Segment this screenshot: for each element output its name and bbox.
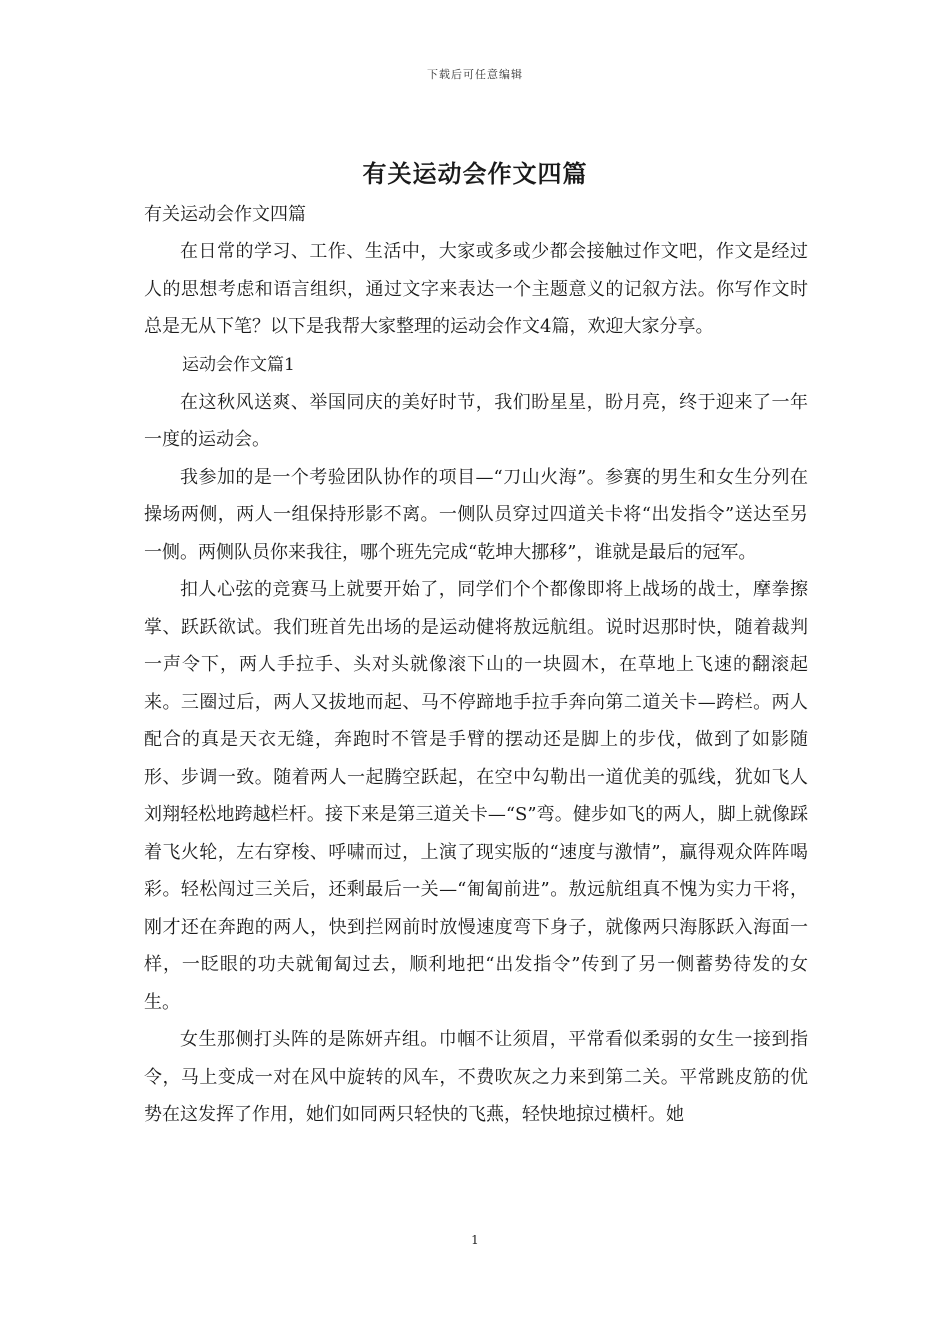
page-number: 1: [471, 1233, 479, 1247]
body-paragraph: 我参加的是一个考验团队协作的项目—“刀山火海”。参赛的男生和女生分列在操场两侧，两人一组保持形影不离。一侧队员穿过四道关卡将“出发指令”送达至另一侧。两侧队员你来我往，哪个班先完成“乾坤大挪移”，谁就是最后的冠军。: [144, 466, 808, 563]
body-paragraph: 扣人心弦的竞赛马上就要开始了，同学们个个都像即将上战场的战士，摩拳擦掌、跃跃欲试。我们班首先出场的是运动健将敖远航组。说时迟那时快，随着裁判一声令下，两人手拉手、头对头就像滚下山的一块圆木，在草地上飞速的翻滚起来。三圈过后，两人又拔地而起、马不停蹄地手拉手奔向第二道关卡—跨栏。两人配合的真是天衣无缝，奔跑时不管是手臂的摆动还是脚上的步伐，做到了如影随形、步调一致。随着两人一起腾空跃起，在空中勾勒出一道优美的弧线，犹如飞人刘翔轻松地跨越栏杆。接下来是第三道关卡—“S”弯。健步如飞的两人，脚上就像踩着飞火轮，左右穿梭、呼啸而过，上演了现实版的“速度与激情”，赢得观众阵阵喝彩。轻松闯过三关后，还剩最后一关—“匍匐前进”。敖远航组真不愧为实力干将，刚才还在奔跑的两人，快到拦网前时放慢速度弯下身子，就像两只海豚跃入海面一样，一眨眼的功夫就匍匐过去，顺利地把“出发指令”传到了另一侧蓄势待发的女生。: [144, 579, 808, 1013]
header-note: 下载后可任意编辑: [427, 68, 523, 81]
document-body: [144, 196, 808, 1134]
intro-paragraph: 在日常的学习、工作、生活中，大家或多或少都会接触过作文吧，作文是经过人的思想考虑和语言组织，通过文字来表达一个主题意义的记叙方法。你写作文时总是无从下笔？以下是我帮大家整理的运动会作文4篇，欢迎大家分享。: [144, 241, 808, 337]
section-heading: 运动会作文篇1: [182, 354, 295, 375]
body-paragraph: 在这秋风送爽、举国同庆的美好时节，我们盼星星，盼月亮，终于迎来了一年一度的运动会。: [144, 391, 808, 450]
document-subtitle: 有关运动会作文四篇: [144, 204, 306, 225]
document-title: 有关运动会作文四篇: [362, 159, 588, 188]
body-paragraph: 女生那侧打头阵的是陈妍卉组。巾帼不让须眉，平常看似柔弱的女生一接到指令，马上变成一对在风中旋转的风车，不费吹灰之力来到第二关。平常跳皮筋的优势在这发挥了作用，她们如同两只轻快的飞燕，轻快地掠过横杆。她: [144, 1029, 808, 1125]
